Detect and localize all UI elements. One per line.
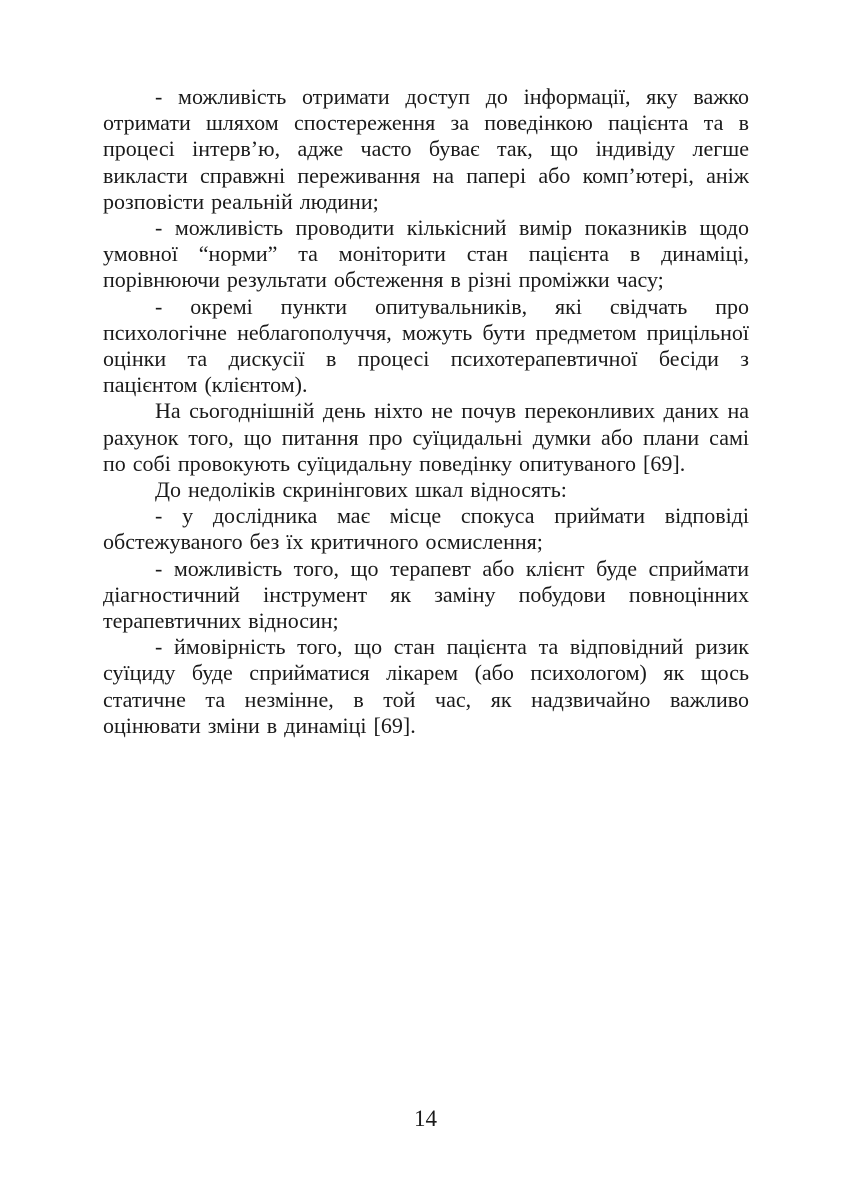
paragraph: - окремі пункти опитувальників, які свідчать про психологічне неблагополуччя, можуть бути предметом прицільної оцінки та дискусії в процесі психотерапевтичної бесіди з пацієнтом (клієнтом). [103, 293, 749, 398]
paragraph: - у дослідника має місце спокуса приймати відповіді обстежуваного без їх критичного осмислення; [103, 503, 749, 555]
page-number: 14 [414, 1106, 437, 1131]
text-block [103, 84, 749, 739]
paragraph: До недоліків скринінгових шкал відносять: [155, 477, 567, 503]
paragraph: На сьогоднішній день ніхто не почув переконливих даних на рахунок того, що питання про суїцидальні думки або плани самі по собі провокують суїцидальну поведінку опитуваного [69]. [103, 398, 749, 476]
paragraph: - ймовірність того, що стан пацієнта та відповідний ризик суїциду буде сприйматися лікарем (або психологом) як щось статичне та незмінне, в той час, як надзвичайно важливо оцінювати зміни в динаміці [69]. [103, 634, 749, 738]
paragraph: - можливість проводити кількісний вимір показників щодо умовної “норми” та моніторити стан пацієнта в динаміці, порівнюючи результати обстеження в різні проміжки часу; [103, 215, 749, 293]
paragraph: - можливість того, що терапевт або клієнт буде сприймати діагностичний інструмент як заміну побудови повноцінних терапевтичних відносин; [103, 555, 749, 634]
paragraph: - можливість отримати доступ до інформації, яку важко отримати шляхом спостереження за поведінкою пацієнта та в процесі інтерв’ю, адже часто буває так, що індивіду легше викласти справжні переживання на папері або комп’ютері, аніж розповісти реальній людини; [103, 84, 749, 214]
